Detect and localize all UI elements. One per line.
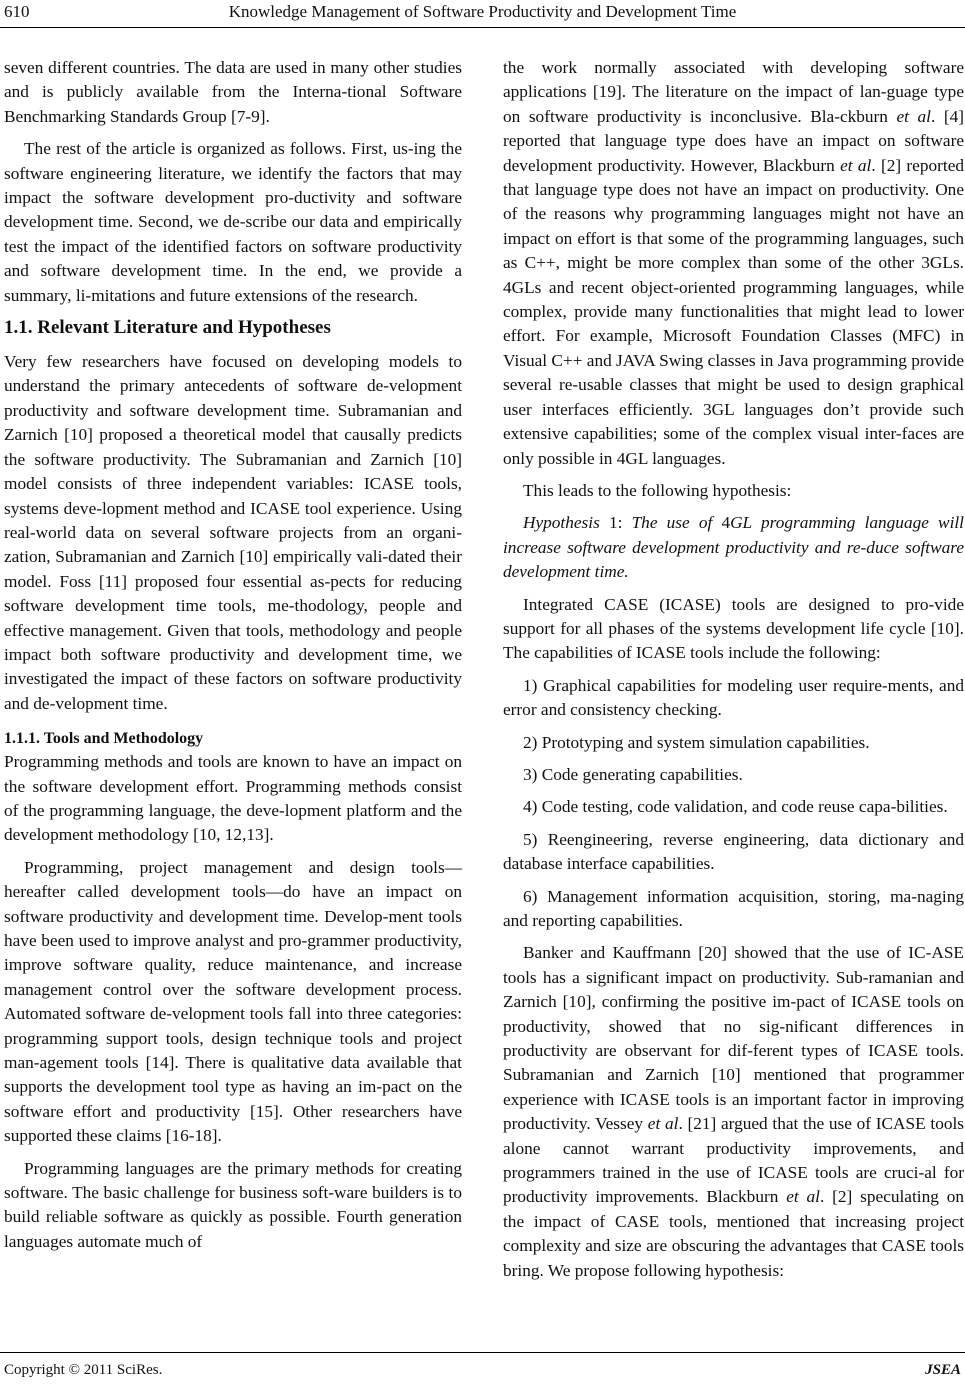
text-run: . [2] speculating on the impact of CASE tools, mentioned that increasing project complexity and size are obscuring the advantages that CASE tools bring. We propose following hypothesis: bbox=[503, 1187, 964, 1280]
paragraph: Programming methods and tools are known to have an impact on the software development effort. Programming methods consist of the programming language, the deve-lopment platform and the development methodology [10, 12,13]. bbox=[4, 752, 462, 845]
page-number: 610 bbox=[4, 2, 30, 21]
right-column bbox=[503, 56, 964, 1291]
text-run: . [21] argued that the use of ICASE tools alone cannot warrant productivity improvements, and programmers trained in the use of ICASE tools are cruci-al for productivity improvements. Blackburn bbox=[503, 1114, 965, 1207]
text-run: GL programming language will increase software development productivity and re-duce software development time. bbox=[503, 513, 964, 582]
paragraph bbox=[503, 56, 964, 471]
paragraph: Integrated CASE (ICASE) tools are designed to pro-vide support for all phases of the systems development life cycle [10]. The capabilities of ICASE tools include the following: bbox=[503, 594, 964, 663]
left-column bbox=[4, 56, 462, 1262]
text-run: et al bbox=[786, 1187, 820, 1207]
text-run: . [2] reported that language type does not have an impact on productivity. One of the reasons why programming languages might not have an impact on effort is that some of the programming languages, such as C++, might be more complex than some of the other 3GLs. 4GLs and recent object-oriented programming languages, while complex, provide many functionalities that might lead to lower effort. For example, Microsoft Foundation Classes (MFC) in Visual C++ and JAVA Swing classes in Java programming provide several re-usable classes that might be used to design graphical user interfaces efficiently. 3GL languages don’t provide such extensive capabilities; some of the complex visual inter-faces are only possible in 4GL languages. bbox=[503, 155, 965, 468]
paragraph bbox=[503, 941, 964, 1283]
text-run: 4 bbox=[721, 513, 731, 533]
text-run: The use of bbox=[631, 513, 722, 533]
copyright-notice: Copyright © 2011 SciRes. bbox=[4, 1362, 163, 1378]
footer-rule bbox=[0, 1352, 965, 1353]
running-title: Knowledge Management of Software Productivity and Development Time bbox=[228, 2, 737, 21]
list-item: 6) Management information acquisition, storing, ma-naging and reporting capabilities. bbox=[503, 886, 964, 930]
paragraph: The rest of the article is organized as follows. First, us-ing the software engineering literature, we identify the factors that may impact the software development pro-ductivity and software development time. Second, we de-scribe our data and empirically test the impact of the identified factors on software productivity and software development time. In the end, we provide a summary, li-mitations and future extensions of the research. bbox=[4, 139, 462, 305]
paragraph: Very few researchers have focused on developing models to understand the primary antecedents of software de-velopment productivity and software development time. Subramanian and Zarnich [10] proposed a theoretical model that causally predicts the software productivity. The Subramanian and Zarnich [10] model consists of three independent variables: ICASE tools, systems deve-lopment method and ICASE tool experience. Using real-world data on several software projects from an organi-zation, Subramanian and Zarnich [10] empirically vali-dated their model. Foss [11] proposed four essential as-pects for reducing software development time tools, me-thodology, people and effective management. Given that tools, methodology and people impact both software productivity and development time, we investigated the impact of these factors on software productivity and de-velopment time. bbox=[4, 352, 462, 713]
text-run: et al bbox=[896, 106, 931, 126]
text-run: the work normally associated with developing software applications [19]. The literature on the impact of lan-guage type on software productivity is inconclusive. Bla-ckburn bbox=[503, 58, 964, 126]
text-run: 1: bbox=[599, 513, 632, 533]
text-run: et al bbox=[840, 155, 872, 175]
header-rule bbox=[0, 27, 965, 28]
list-item: 4) Code testing, code validation, and code reuse capa-bilities. bbox=[523, 797, 948, 817]
text-run: . [4] reported that language type does have an impact on software development productivity. However, Blackburn bbox=[503, 106, 964, 175]
list-item: 3) Code generating capabilities. bbox=[523, 764, 743, 784]
journal-abbrev: JSEA bbox=[925, 1362, 961, 1378]
text-run: et al bbox=[647, 1114, 679, 1134]
subsection-heading: 1.1.1. Tools and Methodology bbox=[4, 730, 204, 748]
text-run: Banker and Kauffmann [20] showed that the use of IC-ASE tools has a significant impact on productivity. Sub-ramanian and Zarnich [10], confirming the positive im-pact of ICASE tools on productivity, showed that no sig-nificant differences in productivity are observant for dif-ferent types of ICASE tools. Subramanian and Zarnich [10] mentioned that programmer experience with ICASE tools is an important factor in improving productivity. Vessey bbox=[503, 943, 964, 1134]
paragraph: This leads to the following hypothesis: bbox=[523, 480, 792, 500]
list-item: 1) Graphical capabilities for modeling user require-ments, and error and consistency checking. bbox=[503, 675, 964, 720]
list-item: 2) Prototyping and system simulation capabilities. bbox=[523, 732, 870, 752]
hypothesis bbox=[503, 511, 964, 584]
page-header bbox=[0, 0, 965, 26]
paragraph: seven different countries. The data are used in many other studies and is publicly available from the Interna-tional Software Benchmarking Standards Group [7-9]. bbox=[4, 58, 462, 126]
section-heading: 1.1. Relevant Literature and Hypotheses bbox=[4, 317, 331, 339]
text-run: Hypothesis bbox=[523, 513, 600, 533]
list-item: 5) Reengineering, reverse engineering, data dictionary and database interface capabilities. bbox=[503, 829, 964, 874]
paragraph: Programming, project management and design tools—hereafter called development tools—do have an impact on software productivity and development time. Develop-ment tools have been used to improve analyst and pro-grammer productivity, improve software quality, reduce maintenance, and increase management control over the software development process. Automated software de-velopment tools fall into three categories: programming support tools, design technique tools and project man-agement tools [14]. There is qualitative data available that supports the development tool type as having an im-pact on the software effort and productivity [15]. Other researchers have supported these claims [16-18]. bbox=[4, 857, 462, 1146]
page-footer bbox=[0, 1352, 965, 1382]
paragraph: Programming languages are the primary methods for creating software. The basic challenge for business soft-ware builders is to build reliable software as quickly as possible. Fourth generation languages automate much of bbox=[4, 1158, 462, 1251]
